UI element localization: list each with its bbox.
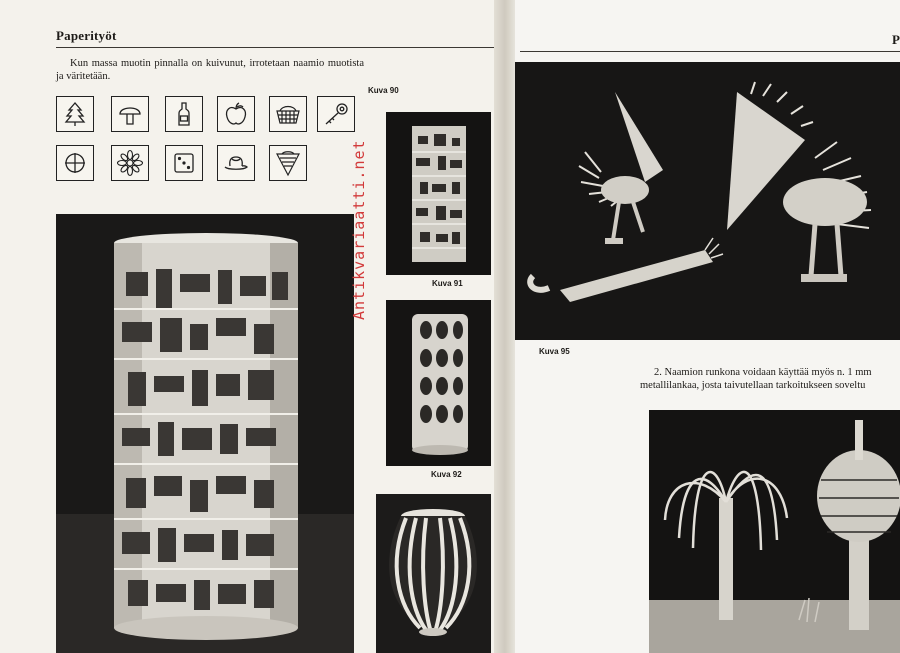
caption-kuva-91: Kuva 91 (432, 279, 463, 288)
photo-striped-lantern (376, 494, 491, 653)
basket-icon (269, 96, 307, 132)
photo-paper-trees (649, 410, 900, 653)
caption-kuva-90: Kuva 90 (368, 86, 399, 95)
header-rule-left (56, 47, 494, 48)
tree-icon (56, 96, 94, 132)
intro-paragraph: Kun massa muotin pinnalla on kuivunut, irrotetaan naamio muotista ja väritetään. (56, 58, 364, 82)
dice-icon (165, 145, 203, 181)
photo-kuva-91 (386, 112, 491, 275)
right-page (515, 0, 900, 653)
mushroom-icon (111, 96, 149, 132)
running-head-right: P (892, 32, 900, 47)
photo-paper-cylinder (56, 214, 354, 653)
running-head-left: Paperityöt (56, 28, 117, 43)
bottle-icon (165, 96, 203, 132)
cone-icon (269, 145, 307, 181)
watermark-text: Antikvariaatti.net (350, 139, 368, 320)
hat-icon (217, 145, 255, 181)
key-icon (317, 96, 355, 132)
paragraph-2: 2. Naamion runkona voidaan käyttää myös n. 1 mm metallilankaa, josta taivutellaan tarkoitukseen soveltu (640, 367, 872, 391)
apple-icon (217, 96, 255, 132)
photo-kuva-92 (386, 300, 491, 466)
crosshair-icon (56, 145, 94, 181)
caption-kuva-92: Kuva 92 (431, 470, 462, 479)
header-rule-right (520, 51, 900, 52)
photo-kuva-95 (515, 62, 900, 340)
flower-icon (111, 145, 149, 181)
caption-kuva-95: Kuva 95 (539, 347, 570, 356)
